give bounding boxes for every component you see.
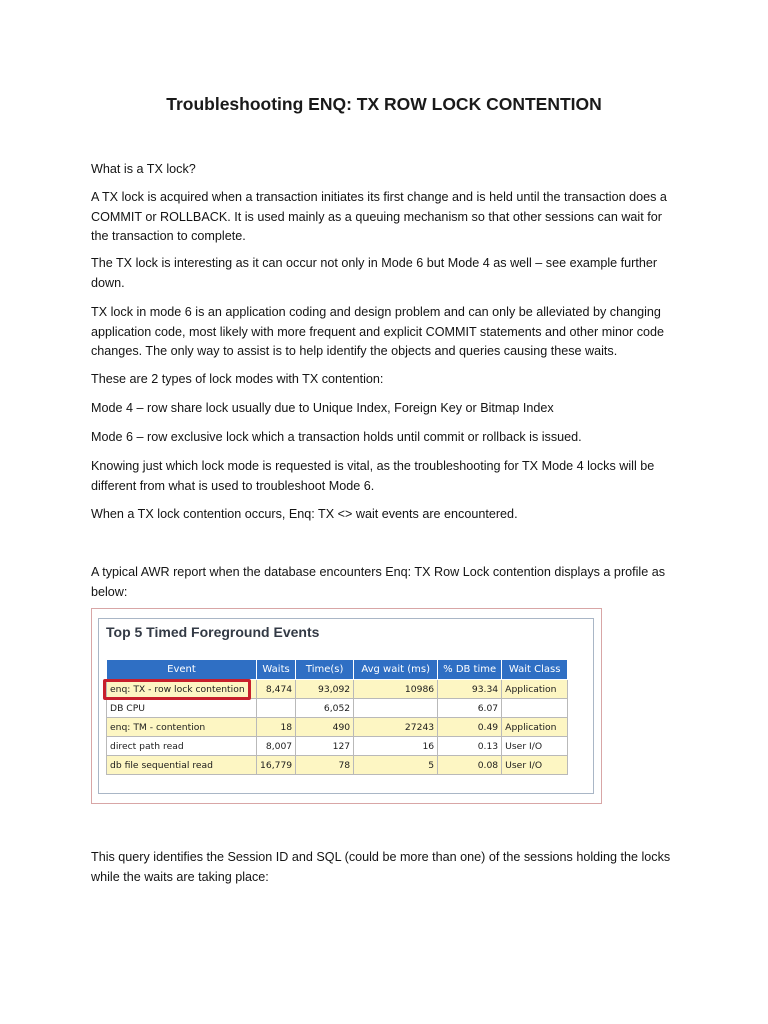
cell-avg-wait: 10986 <box>354 680 438 699</box>
cell-db-time: 0.49 <box>438 718 502 737</box>
cell-avg-wait: 5 <box>354 756 438 775</box>
cell-wait-class <box>502 699 568 718</box>
awr-report-title: Top 5 Timed Foreground Events <box>106 624 320 640</box>
cell-event: enq: TM - contention <box>107 718 257 737</box>
cell-wait-class: Application <box>502 718 568 737</box>
table-row <box>107 680 568 699</box>
cell-time: 93,092 <box>296 680 354 699</box>
cell-event: direct path read <box>107 737 257 756</box>
paragraph-wait-events: When a TX lock contention occurs, Enq: TX <> wait events are encountered. <box>91 507 518 521</box>
paragraph-awr-report-intro: A typical AWR report when the database encounters Enq: TX Row Lock contention displays a profile as below: <box>91 565 666 599</box>
table-row <box>107 699 568 718</box>
cell-waits: 18 <box>257 718 296 737</box>
table-header-row <box>107 660 568 680</box>
cell-event: enq: TX - row lock contention <box>107 680 257 699</box>
column-header-wait-class: Wait Class <box>502 660 568 680</box>
column-header-db-time: % DB time <box>438 660 502 680</box>
paragraph-mode-6-application-problem: TX lock in mode 6 is an application coding and design problem and can only be alleviated by changing application code, most likely with more frequent and explicit COMMIT statements and other minor code changes. The only way to assist is to help identify the objects and queries causing these waits. <box>91 305 665 358</box>
column-header-avg-wait: Avg wait (ms) <box>354 660 438 680</box>
cell-time: 78 <box>296 756 354 775</box>
cell-db-time: 0.13 <box>438 737 502 756</box>
table-row <box>107 737 568 756</box>
column-header-waits: Waits <box>257 660 296 680</box>
cell-time: 127 <box>296 737 354 756</box>
cell-waits: 16,779 <box>257 756 296 775</box>
paragraph-lock-modes-intro: These are 2 types of lock modes with TX contention: <box>91 372 384 386</box>
table-row <box>107 756 568 775</box>
paragraph-mode-4: Mode 4 – row share lock usually due to Unique Index, Foreign Key or Bitmap Index <box>91 401 554 415</box>
awr-report-panel <box>98 618 594 794</box>
document-title: Troubleshooting ENQ: TX ROW LOCK CONTENTION <box>166 94 602 114</box>
cell-waits: 8,474 <box>257 680 296 699</box>
cell-avg-wait: 27243 <box>354 718 438 737</box>
cell-db-time: 93.34 <box>438 680 502 699</box>
cell-db-time: 6.07 <box>438 699 502 718</box>
cell-event: DB CPU <box>107 699 257 718</box>
cell-avg-wait <box>354 699 438 718</box>
table-row <box>107 718 568 737</box>
cell-event: db file sequential read <box>107 756 257 775</box>
paragraph-what-is-tx-lock: What is a TX lock? <box>91 162 196 176</box>
cell-time: 490 <box>296 718 354 737</box>
cell-wait-class: User I/O <box>502 756 568 775</box>
awr-report-figure <box>91 608 602 804</box>
paragraph-mode-6: Mode 6 – row exclusive lock which a transaction holds until commit or rollback is issued. <box>91 430 582 444</box>
column-header-time: Time(s) <box>296 660 354 680</box>
cell-wait-class: User I/O <box>502 737 568 756</box>
paragraph-knowing-lock-mode: Knowing just which lock mode is requested is vital, as the troubleshooting for TX Mode 4 locks will be different from what is used to troubleshoot Mode 6. <box>91 459 655 493</box>
paragraph-query-intro: This query identifies the Session ID and SQL (could be more than one) of the sessions holding the locks while the waits are taking place: <box>91 850 671 884</box>
cell-avg-wait: 16 <box>354 737 438 756</box>
paragraph-mode-6-and-4: The TX lock is interesting as it can occur not only in Mode 6 but Mode 4 as well – see example further down. <box>91 256 658 290</box>
column-header-event: Event <box>107 660 257 680</box>
top-events-table <box>106 659 568 775</box>
paragraph-tx-lock-definition: A TX lock is acquired when a transaction initiates its first change and is held until the transaction does a COMMIT or ROLLBACK. It is used mainly as a queuing mechanism so that other sessions can wait for the transaction to complete. <box>91 190 667 243</box>
cell-waits: 8,007 <box>257 737 296 756</box>
cell-db-time: 0.08 <box>438 756 502 775</box>
cell-waits <box>257 699 296 718</box>
cell-wait-class: Application <box>502 680 568 699</box>
cell-time: 6,052 <box>296 699 354 718</box>
